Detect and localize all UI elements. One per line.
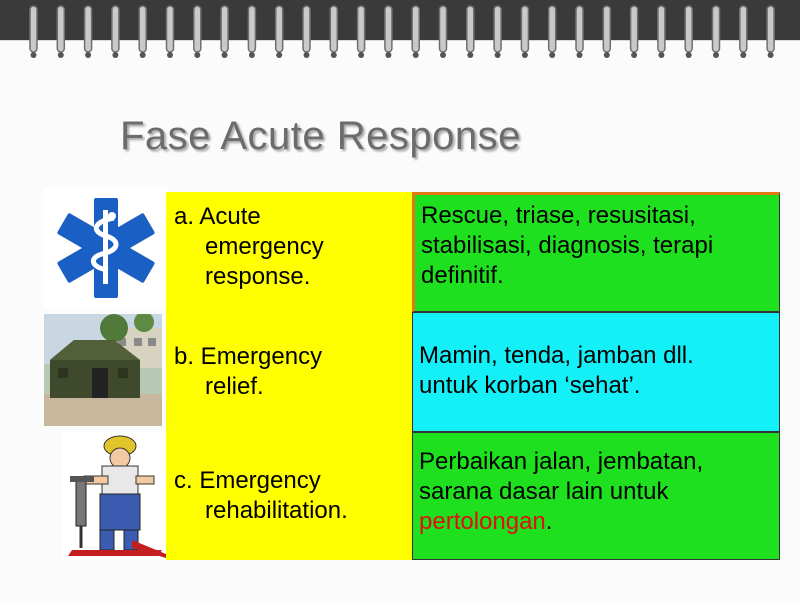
spiral-ring [248, 6, 255, 52]
row-1-desc-line-1: Rescue, triase, resusitasi, [421, 202, 696, 229]
ring-hole [768, 52, 774, 58]
ring-hole [58, 52, 64, 58]
ring-hole [31, 52, 37, 58]
row-3-label [166, 432, 412, 560]
row-1-label [166, 192, 412, 312]
spiral-ring [603, 6, 610, 52]
spiral-ring [330, 6, 337, 52]
row-3-desc-period: . [545, 508, 553, 535]
ring-hole [658, 52, 664, 58]
row-1-description [412, 192, 780, 312]
star-of-life-image [44, 188, 168, 308]
spiral-ring [685, 6, 692, 52]
spiral-ring [412, 6, 419, 52]
ring-hole [85, 52, 91, 58]
ring-hole [604, 52, 610, 58]
spiral-ring [221, 6, 228, 52]
ring-hole [276, 52, 282, 58]
ring-hole [222, 52, 228, 58]
ring-hole [112, 52, 118, 58]
row-3-description [412, 432, 780, 560]
row-3-label-line-2: rehabilitation. [205, 497, 348, 524]
ring-hole [194, 52, 200, 58]
worker-image [62, 432, 172, 560]
ring-hole [304, 52, 310, 58]
row-3-desc-highlight: pertolongan [419, 508, 546, 535]
spiral-ring [85, 6, 92, 52]
ring-hole [413, 52, 419, 58]
spiral-ring [658, 6, 665, 52]
row-3-desc-line-3 [419, 507, 779, 537]
row-1-desc-line-3: definitif. [421, 262, 504, 289]
spiral-ring [631, 6, 638, 52]
spiral-ring [139, 6, 146, 52]
row-1-label-line-2: emergency [205, 233, 324, 260]
spiral-ring [521, 6, 528, 52]
row-2-label [166, 312, 412, 432]
row-1-desc-line-2: stabilisasi, diagnosis, terapi [421, 232, 714, 259]
spiral-ring [358, 6, 365, 52]
row-2-label-line-2: relief. [205, 373, 264, 400]
spiral-ring [467, 6, 474, 52]
star-of-life-icon [44, 188, 168, 308]
ring-hole [331, 52, 337, 58]
ring-hole [495, 52, 501, 58]
row-2-label-line-1: b. Emergency [174, 343, 323, 370]
tent-image [44, 314, 162, 426]
row-1-label-line-1: a. Acute [174, 203, 261, 230]
spiral-ring [303, 6, 310, 52]
spiral-ring [740, 6, 747, 52]
ring-hole [549, 52, 555, 58]
ring-hole [713, 52, 719, 58]
spiral-ring [713, 6, 720, 52]
spiral-ring [167, 6, 174, 52]
row-3-desc-line-1: Perbaikan jalan, jembatan, [419, 448, 704, 475]
spiral-ring [276, 6, 283, 52]
spiral-ring [57, 6, 64, 52]
spiral-binding [0, 0, 800, 62]
spiral-ring [385, 6, 392, 52]
ring-hole [440, 52, 446, 58]
row-1-label-line-3: response. [205, 263, 311, 290]
spiral-ring [494, 6, 501, 52]
tent-icon [44, 314, 162, 426]
ring-hole [249, 52, 255, 58]
ring-hole [358, 52, 364, 58]
spiral-ring [112, 6, 119, 52]
ring-hole [167, 52, 173, 58]
ring-hole [467, 52, 473, 58]
ring-hole [385, 52, 391, 58]
spiral-ring [767, 6, 774, 52]
ring-hole [631, 52, 637, 58]
jackhammer-worker-icon [62, 432, 172, 560]
row-3-label-line-1: c. Emergency [174, 467, 321, 494]
slide-title: Fase Acute Response [120, 114, 521, 158]
spiral-ring [440, 6, 447, 52]
row-2-description [412, 312, 780, 432]
spiral-ring [576, 6, 583, 52]
row-2-desc-line-1: Mamin, tenda, jamban dll. [419, 342, 694, 369]
ring-hole [686, 52, 692, 58]
ring-hole [522, 52, 528, 58]
spiral-ring [194, 6, 201, 52]
row-3-desc-line-2: sarana dasar lain untuk [419, 478, 669, 505]
ring-hole [740, 52, 746, 58]
spiral-ring [549, 6, 556, 52]
row-2-desc-line-2: untuk korban ‘sehat’. [419, 372, 641, 399]
ring-hole [577, 52, 583, 58]
ring-hole [140, 52, 146, 58]
spiral-ring [30, 6, 37, 52]
